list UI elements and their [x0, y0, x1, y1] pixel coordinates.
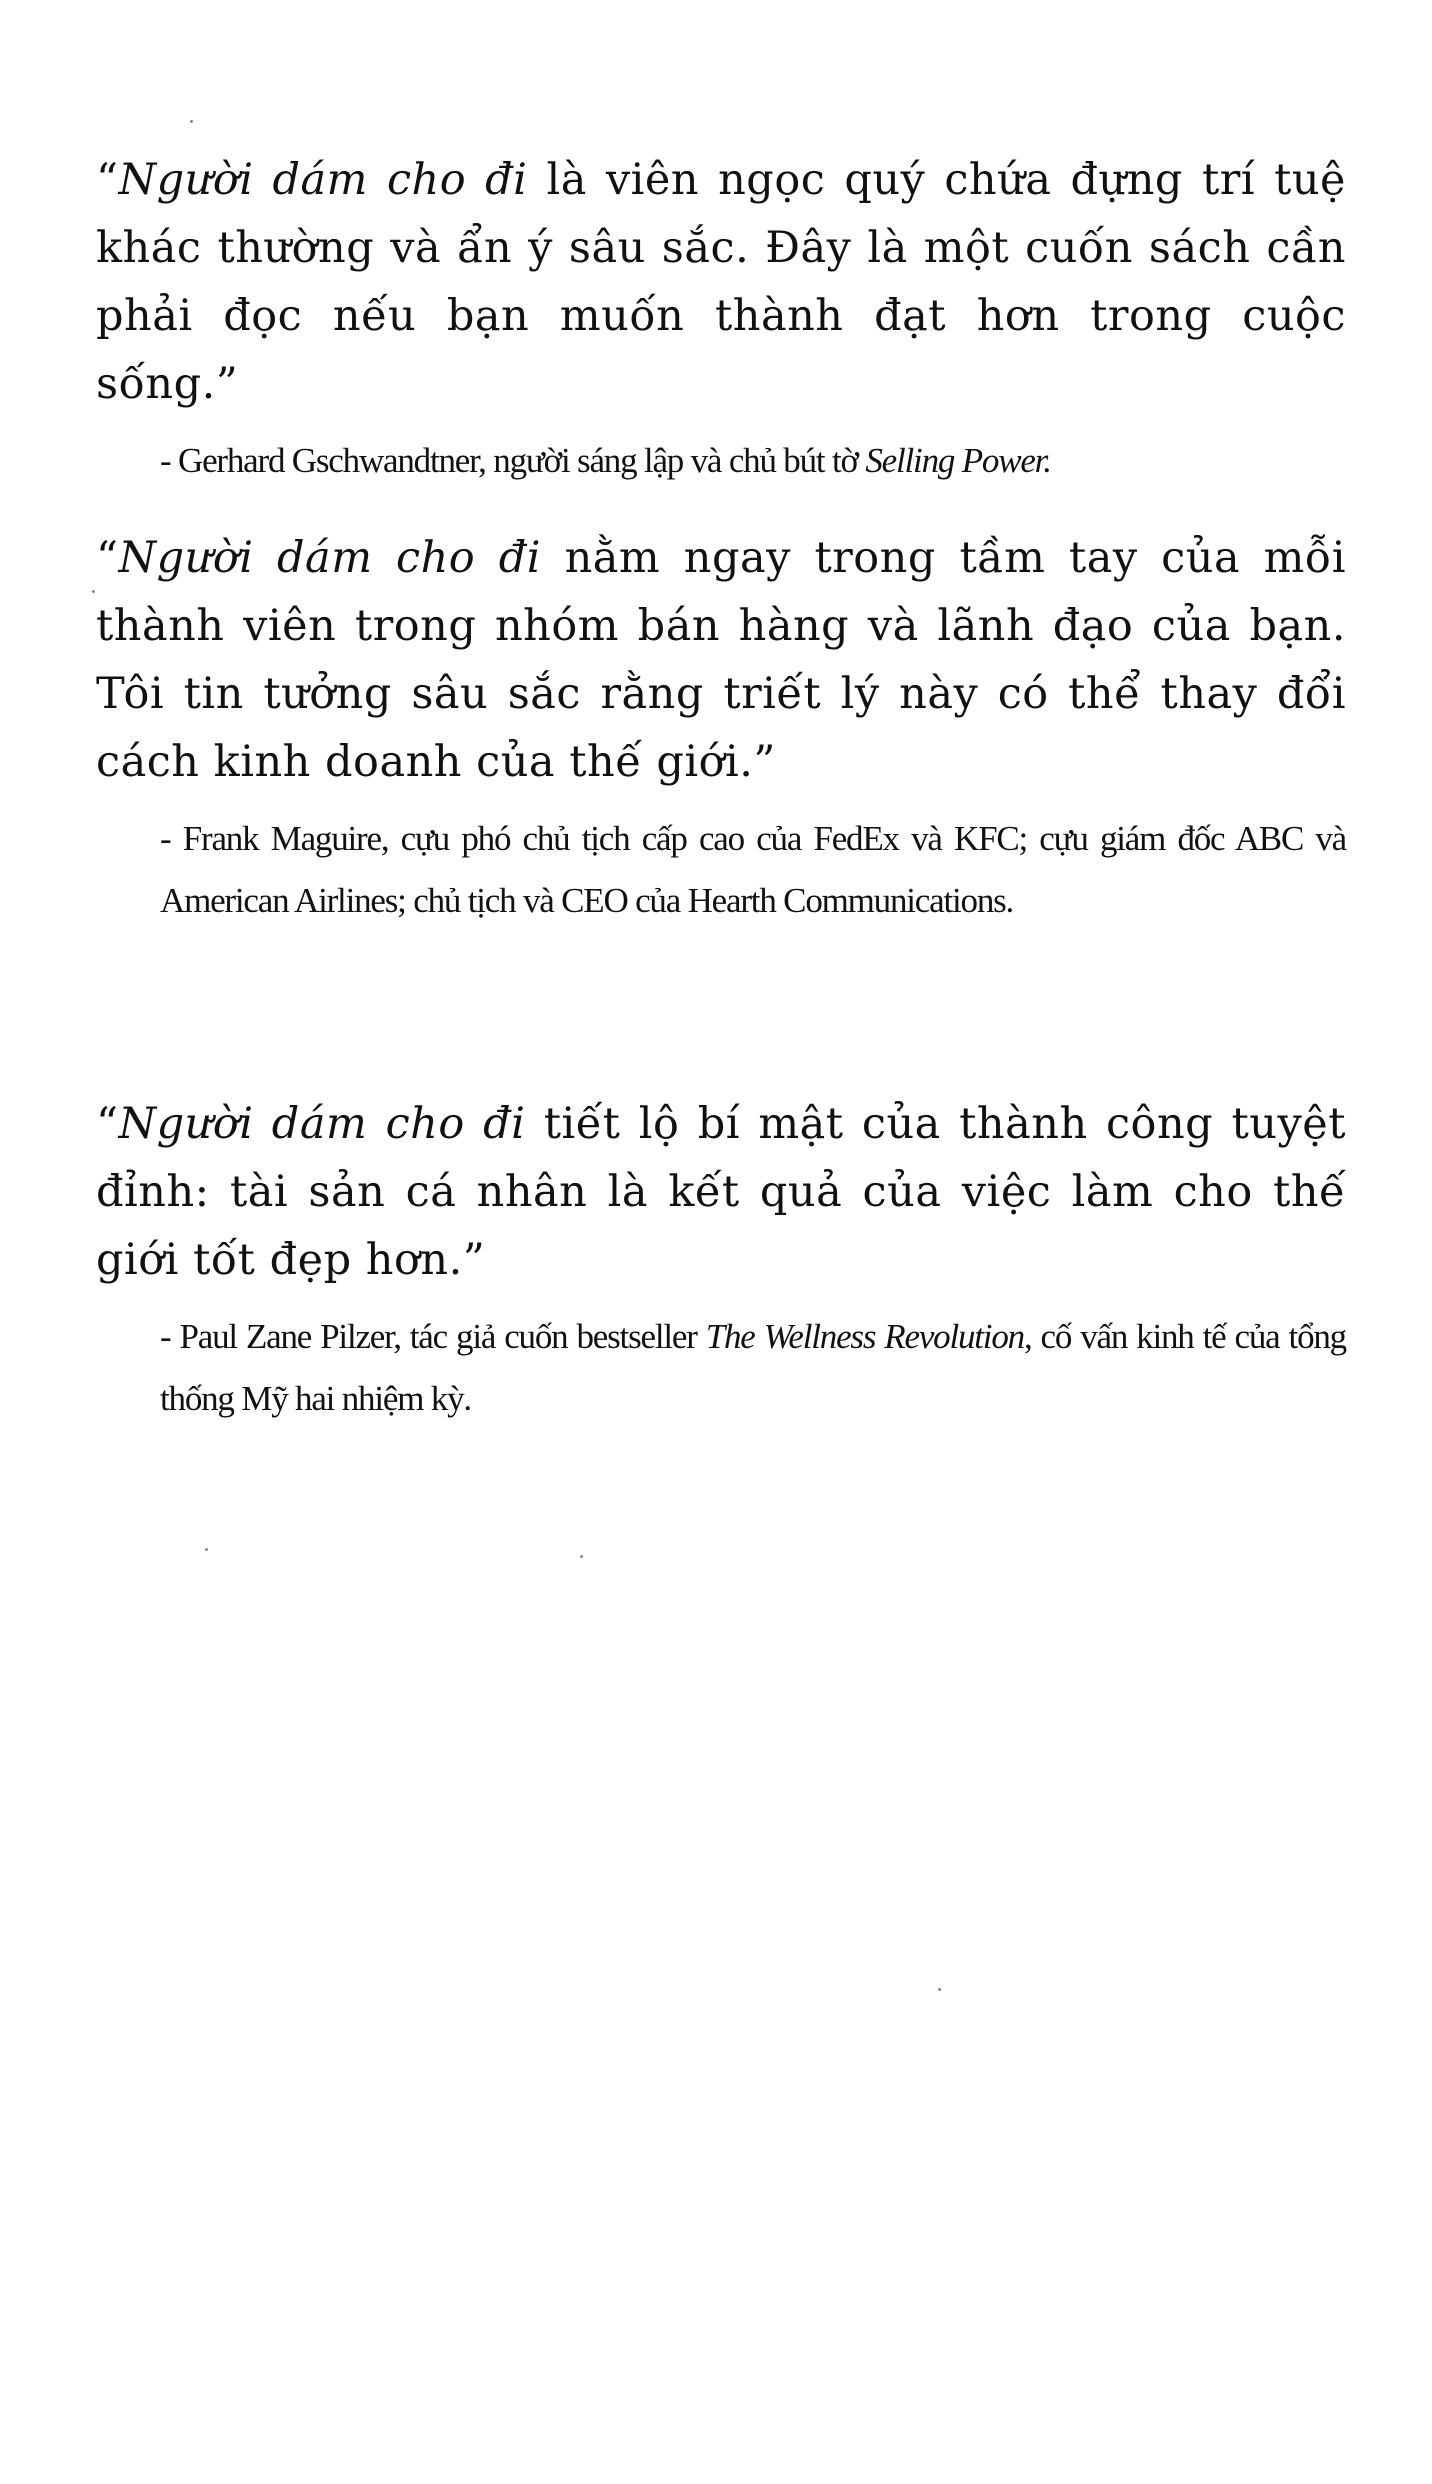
attribution-text: - Paul Zane Pilzer, tác giả cuốn bestseller	[160, 1317, 706, 1356]
attribution-work-title: Selling Power.	[865, 441, 1051, 480]
quote-text	[96, 146, 1346, 418]
quote-block-3	[96, 1090, 1346, 1430]
quote-attribution	[96, 808, 1346, 932]
quote-body: tiết lộ bí mật của thành công tuyệt đỉnh: tài sản cá nhân là kết quả của việc làm cho thế giới tốt đẹp hơn.”	[96, 1099, 1346, 1285]
open-quote-mark: “	[96, 1099, 119, 1149]
attribution-work-title: The Wellness Revolution	[705, 1317, 1024, 1356]
scan-speck	[580, 1555, 583, 1558]
quote-block-1	[96, 146, 1346, 492]
book-title: Người dám cho đi	[118, 533, 542, 583]
scan-speck	[92, 590, 95, 593]
quote-text	[96, 524, 1346, 796]
quote-attribution	[96, 430, 1346, 492]
scan-speck	[938, 1988, 941, 1991]
book-title: Người dám cho đi	[118, 1099, 526, 1149]
open-quote-mark: “	[96, 533, 119, 583]
open-quote-mark: “	[96, 155, 119, 205]
quote-body: nằm ngay trong tầm tay của mỗi thành viên trong nhóm bán hàng và lãnh đạo của bạn. Tôi tin tưởng sâu sắc rằng triết lý này có thể thay đổi cách kinh doanh của thế giới.”	[96, 533, 1346, 787]
attribution-text: - Gerhard Gschwandtner, người sáng lập và chủ bút tờ	[160, 441, 866, 480]
attribution-text: - Frank Maguire, cựu phó chủ tịch cấp cao của FedEx và KFC; cựu giám đốc ABC và American Airlines; chủ tịch và CEO của Hearth Communications.	[160, 819, 1346, 920]
quote-attribution	[96, 1306, 1346, 1430]
scan-speck	[190, 120, 193, 123]
quote-body: là viên ngọc quý chứa đựng trí tuệ khác thường và ẩn ý sâu sắc. Đây là một cuốn sách cần phải đọc nếu bạn muốn thành đạt hơn trong cuộc sống.”	[96, 155, 1346, 409]
quote-text	[96, 1090, 1346, 1294]
scan-speck	[205, 1548, 208, 1551]
book-title: Người dám cho đi	[118, 155, 528, 205]
quote-block-2	[96, 524, 1346, 932]
attribution-suffix: , cố vấn kinh tế của tổng thống Mỹ hai nhiệm kỳ.	[160, 1317, 1346, 1418]
